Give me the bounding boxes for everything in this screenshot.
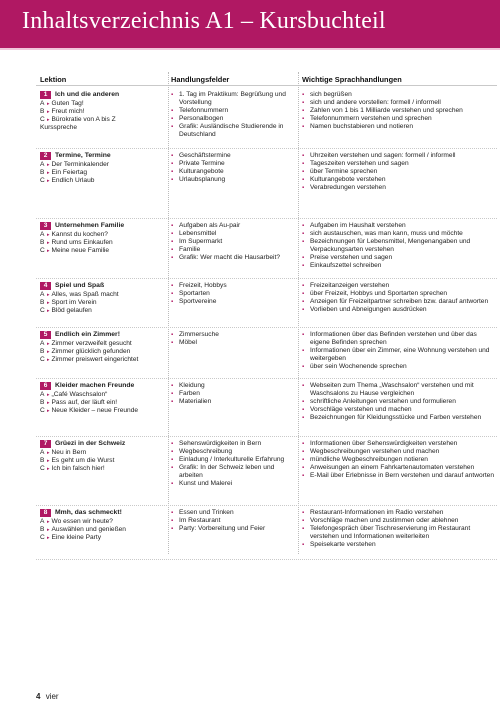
- subsection-letter: B: [40, 169, 45, 177]
- subsection-letter: A: [40, 340, 45, 348]
- subsection-title: Kursspreche: [40, 124, 78, 132]
- header-rule: [36, 85, 497, 86]
- lesson-subsection: [40, 526, 165, 534]
- sprachhandlung-item: ▪ Restaurant-Informationen im Radio verstehen: [302, 509, 494, 517]
- lesson-row: [36, 218, 497, 279]
- lesson-cell: [40, 222, 165, 255]
- subsection-letter: C: [40, 307, 45, 315]
- subsection-title: Kannst du kochen?: [51, 231, 108, 239]
- handlungsfeld-item: ▪ Geschäftstermine: [171, 152, 296, 160]
- subsection-letter: A: [40, 391, 45, 399]
- subsection-letter: A: [40, 449, 45, 457]
- subsection-marker-icon: ▸: [47, 308, 50, 315]
- lesson-subsection: [40, 356, 165, 364]
- lesson-title: Spiel und Spaß: [55, 282, 105, 289]
- handlungsfelder-cell: [171, 152, 296, 184]
- lesson-number-badge: 4: [40, 282, 51, 290]
- sprachhandlung-item: ▪ Telefongespräch über Tischreservierung im Restaurant verstehen und Informationen weiterleiten: [302, 525, 494, 541]
- sprachhandlung-item: ▪ Informationen über das Befinden verstehen und über das eigene Befinden sprechen: [302, 331, 494, 347]
- handlungsfeld-item: ▪ 1. Tag im Praktikum: Begrüßung und Vorstellung: [171, 91, 296, 107]
- subsection-title: Rund ums Einkaufen: [51, 239, 113, 247]
- header-banner: [0, 0, 500, 48]
- subsection-title: Wo essen wir heute?: [51, 518, 113, 526]
- lesson-row: [36, 378, 497, 437]
- handlungsfeld-item: ▪ Grafik: Ausländische Studierende in Deutschland: [171, 123, 296, 139]
- subsection-marker-icon: ▸: [47, 458, 50, 465]
- handlungsfeld-item: ▪ Party: Vorbereitung und Feier: [171, 525, 296, 533]
- subsection-letter: C: [40, 465, 45, 473]
- handlungsfeld-item: ▪ Urlaubsplanung: [171, 176, 296, 184]
- page-footer: [36, 692, 59, 701]
- lesson-subsection: [40, 100, 165, 108]
- lesson-title: Kleider machen Freunde: [55, 382, 135, 389]
- lesson-row: [36, 148, 497, 219]
- lesson-subsection: [40, 291, 165, 299]
- subsection-title: Zimmer glücklich gefunden: [51, 348, 131, 356]
- handlungsfeld-item: ▪ Zimmersuche: [171, 331, 296, 339]
- handlungsfelder-cell: [171, 440, 296, 489]
- handlungsfeld-item: ▪ Grafik: In der Schweiz leben und arbeiten: [171, 464, 296, 480]
- subsection-letter: C: [40, 116, 45, 124]
- lesson-number-badge: 5: [40, 331, 51, 339]
- lesson-cell: [40, 382, 165, 415]
- sprachhandlung-item: ▪ Namen buchstabieren und notieren: [302, 123, 494, 131]
- subsection-letter: A: [40, 518, 45, 526]
- page-number: 4: [36, 692, 41, 701]
- subsection-marker-icon: ▸: [47, 349, 50, 356]
- sprachhandlungen-list: [302, 282, 494, 314]
- handlungsfelder-cell: [171, 331, 296, 347]
- sprachhandlung-item: ▪ Vorschläge machen und zustimmen oder ablehnen: [302, 517, 494, 525]
- subsection-letter: B: [40, 399, 45, 407]
- subsection-marker-icon: ▸: [47, 101, 50, 108]
- sprachhandlungen-cell: [302, 91, 494, 131]
- subsection-title: Zimmer preiswert eingerichtet: [51, 356, 139, 364]
- sprachhandlungen-cell: [302, 382, 494, 422]
- handlungsfeld-item: ▪ Telefonnummern: [171, 107, 296, 115]
- sprachhandlung-item: ▪ über Freizeit, Hobbys und Sportarten sprechen: [302, 290, 494, 298]
- lesson-row: [36, 278, 497, 328]
- subsection-marker-icon: ▸: [47, 292, 50, 299]
- sprachhandlung-item: ▪ Aufgaben im Haushalt verstehen: [302, 222, 494, 230]
- handlungsfelder-cell: [171, 91, 296, 140]
- sprachhandlung-item: ▪ über sein Wochenende sprechen: [302, 363, 494, 371]
- lesson-subsection: [40, 169, 165, 177]
- column-header-sprachhandlungen: Wichtige Sprachhandlungen: [302, 75, 402, 84]
- lesson-subsection: [40, 399, 165, 407]
- sprachhandlung-item: ▪ Zahlen von 1 bis 1 Milliarde verstehen und sprechen: [302, 107, 494, 115]
- subsection-letter: C: [40, 247, 45, 255]
- lesson-heading: [40, 382, 165, 390]
- sprachhandlung-item: ▪ Vorschläge verstehen und machen: [302, 406, 494, 414]
- subsection-marker-icon: ▸: [47, 240, 50, 247]
- lesson-subsection: [40, 457, 165, 465]
- sprachhandlung-item: ▪ Telefonnummern verstehen und sprechen: [302, 115, 494, 123]
- lesson-number-badge: 3: [40, 222, 51, 230]
- handlungsfelder-list: [171, 152, 296, 184]
- handlungsfeld-item: ▪ Sportarten: [171, 290, 296, 298]
- subsection-letter: B: [40, 526, 45, 534]
- handlungsfelder-list: [171, 509, 296, 533]
- subsection-marker-icon: ▸: [47, 170, 50, 177]
- sprachhandlung-item: ▪ Preise verstehen und sagen: [302, 254, 494, 262]
- sprachhandlungen-list: [302, 152, 494, 192]
- sprachhandlung-item: ▪ mündliche Wegbeschreibungen notieren: [302, 456, 494, 464]
- lesson-cell: [40, 440, 165, 473]
- handlungsfeld-item: ▪ Im Supermarkt: [171, 238, 296, 246]
- lesson-subsection: [40, 307, 165, 315]
- lesson-cell: [40, 282, 165, 315]
- subsection-marker-icon: ▸: [47, 178, 50, 185]
- handlungsfelder-cell: [171, 509, 296, 533]
- lesson-subsection: [40, 177, 165, 185]
- sprachhandlung-item: ▪ über Termine sprechen: [302, 168, 494, 176]
- subsection-marker-icon: ▸: [47, 519, 50, 526]
- lesson-row: [36, 436, 497, 506]
- lesson-heading: [40, 282, 165, 290]
- handlungsfeld-item: ▪ Sportvereine: [171, 298, 296, 306]
- sprachhandlung-item: ▪ Tageszeiten verstehen und sagen: [302, 160, 494, 168]
- lesson-subsection: [40, 299, 165, 307]
- subsection-letter: B: [40, 457, 45, 465]
- subsection-letter: A: [40, 161, 45, 169]
- subsection-title: Auswählen und genießen: [51, 526, 126, 534]
- lesson-row: [36, 505, 497, 560]
- column-header-lektion: Lektion: [40, 75, 67, 84]
- subsection-letter: C: [40, 356, 45, 364]
- subsection-letter: B: [40, 348, 45, 356]
- sprachhandlungen-list: [302, 509, 494, 549]
- sprachhandlung-item: ▪ sich austauschen, was man kann, muss und möchte: [302, 230, 494, 238]
- lesson-number-badge: 8: [40, 509, 51, 517]
- handlungsfeld-item: ▪ Kulturangebote: [171, 168, 296, 176]
- handlungsfeld-item: ▪ Personalbogen: [171, 115, 296, 123]
- lesson-row: [36, 327, 497, 379]
- sprachhandlung-item: ▪ Bezeichnungen für Lebensmittel, Mengenangaben und Verpackungsarten verstehen: [302, 238, 494, 254]
- subsection-letter: A: [40, 231, 45, 239]
- handlungsfeld-item: ▪ Essen und Trinken: [171, 509, 296, 517]
- lesson-number-badge: 1: [40, 91, 51, 99]
- subsection-marker-icon: ▸: [47, 232, 50, 239]
- sprachhandlung-item: ▪ Webseiten zum Thema „Waschsalon“ verstehen und mit Waschsalons zu Hause vergleichen: [302, 382, 494, 398]
- handlungsfeld-item: ▪ Farben: [171, 390, 296, 398]
- handlungsfelder-cell: [171, 222, 296, 262]
- lesson-subsection: [40, 391, 165, 399]
- handlungsfeld-item: ▪ Lebensmittel: [171, 230, 296, 238]
- sprachhandlungen-cell: [302, 152, 494, 192]
- sprachhandlungen-list: [302, 440, 494, 480]
- lesson-number-badge: 2: [40, 152, 51, 160]
- subsection-title: Es geht um die Wurst: [51, 457, 115, 465]
- subsection-title: Freut mich!: [51, 108, 85, 116]
- handlungsfeld-item: ▪ Kunst und Malerei: [171, 480, 296, 488]
- subsection-marker-icon: ▸: [47, 248, 50, 255]
- handlungsfeld-item: ▪ Wegbeschreibung: [171, 448, 296, 456]
- sprachhandlung-item: ▪ Vorlieben und Abneigungen ausdrücken: [302, 306, 494, 314]
- sprachhandlung-item: ▪ sich begrüßen: [302, 91, 494, 99]
- subsection-title: Alles, was Spaß macht: [51, 291, 119, 299]
- subsection-letter: C: [40, 534, 45, 542]
- lesson-title: Grüezi in der Schweiz: [55, 440, 126, 447]
- subsection-letter: B: [40, 108, 45, 116]
- lesson-subsection: [40, 534, 165, 542]
- handlungsfelder-cell: [171, 282, 296, 306]
- handlungsfelder-cell: [171, 382, 296, 406]
- sprachhandlungen-list: [302, 91, 494, 131]
- lesson-title: Unternehmen Familie: [55, 222, 125, 229]
- lesson-number-badge: 7: [40, 440, 51, 448]
- sprachhandlungen-list: [302, 382, 494, 422]
- handlungsfeld-item: ▪ Möbel: [171, 339, 296, 347]
- sprachhandlungen-list: [302, 222, 494, 271]
- sprachhandlung-item: ▪ Informationen über ein Zimmer, eine Wohnung verstehen und weitergeben: [302, 347, 494, 363]
- lesson-subsection: [40, 116, 165, 124]
- handlungsfelder-list: [171, 331, 296, 347]
- subsection-title: Zimmer verzweifelt gesucht: [51, 340, 132, 348]
- lesson-title: Endlich ein Zimmer!: [55, 331, 120, 338]
- subsection-title: Ich bin falsch hier!: [51, 465, 105, 473]
- subsection-title: Endlich Urlaub: [51, 177, 95, 185]
- lesson-cell: [40, 331, 165, 364]
- page-title: Inhaltsverzeichnis A1 – Kursbuchteil: [22, 8, 386, 34]
- subsection-marker-icon: ▸: [47, 357, 50, 364]
- handlungsfelder-list: [171, 282, 296, 306]
- subsection-marker-icon: ▸: [47, 300, 50, 307]
- handlungsfeld-item: ▪ Grafik: Wer macht die Hausarbeit?: [171, 254, 296, 262]
- subsection-title: Neue Kleider – neue Freunde: [51, 407, 139, 415]
- sprachhandlungen-cell: [302, 509, 494, 549]
- handlungsfeld-item: ▪ Familie: [171, 246, 296, 254]
- lesson-row: [36, 87, 497, 149]
- subsection-title: Sport im Verein: [51, 299, 97, 307]
- column-header-handlungsfelder: Handlungsfelder: [171, 75, 230, 84]
- lesson-number-badge: 6: [40, 382, 51, 390]
- lesson-title: Termine, Termine: [55, 152, 111, 159]
- handlungsfeld-item: ▪ Private Termine: [171, 160, 296, 168]
- sprachhandlung-item: ▪ Speisekarte verstehen: [302, 541, 494, 549]
- lesson-subsection: [40, 161, 165, 169]
- handlungsfeld-item: ▪ Einladung / Interkulturelle Erfahrung: [171, 456, 296, 464]
- sprachhandlungen-cell: [302, 440, 494, 480]
- lesson-subsection: [40, 348, 165, 356]
- subsection-letter: B: [40, 239, 45, 247]
- subsection-title: Ein Feiertag: [51, 169, 88, 177]
- sprachhandlung-item: ▪ Wegbeschreibungen verstehen und machen: [302, 448, 494, 456]
- subsection-title: Der Terminkalender: [51, 161, 109, 169]
- subsection-title: Eine kleine Party: [51, 534, 101, 542]
- handlungsfeld-item: ▪ Aufgaben als Au-pair: [171, 222, 296, 230]
- lesson-heading: [40, 509, 165, 517]
- handlungsfelder-list: [171, 222, 296, 262]
- lesson-cell: [40, 152, 165, 185]
- subsection-marker-icon: ▸: [47, 527, 50, 534]
- subsection-letter: C: [40, 177, 45, 185]
- subsection-marker-icon: ▸: [47, 466, 50, 473]
- handlungsfelder-list: [171, 382, 296, 406]
- lesson-subsection: [40, 518, 165, 526]
- handlungsfeld-item: ▪ Im Restaurant: [171, 517, 296, 525]
- lesson-cell: [40, 91, 165, 132]
- lesson-heading: [40, 152, 165, 160]
- subsection-marker-icon: ▸: [47, 117, 50, 124]
- subsection-title: Meine neue Familie: [51, 247, 110, 255]
- sprachhandlung-item: ▪ Anweisungen an einem Fahrkartenautomaten verstehen: [302, 464, 494, 472]
- lesson-heading: [40, 331, 165, 339]
- subsection-title: Pass auf, der läuft ein!: [51, 399, 118, 407]
- lesson-subsection: [40, 449, 165, 457]
- lesson-title: Mmh, das schmeckt!: [55, 509, 122, 516]
- subsection-marker-icon: ▸: [47, 400, 50, 407]
- sprachhandlung-item: ▪ Informationen über Sehenswürdigkeiten verstehen: [302, 440, 494, 448]
- subsection-marker-icon: ▸: [47, 450, 50, 457]
- handlungsfelder-list: [171, 91, 296, 140]
- subsection-title: „Café Waschsalon“: [51, 391, 108, 399]
- lesson-heading: [40, 222, 165, 230]
- lesson-title: Ich und die anderen: [55, 91, 120, 98]
- sprachhandlung-item: ▪ Verabredungen verstehen: [302, 184, 494, 192]
- page-number-word: vier: [45, 692, 59, 701]
- sprachhandlung-item: ▪ Uhrzeiten verstehen und sagen: formell / informell: [302, 152, 494, 160]
- subsection-letter: C: [40, 407, 45, 415]
- sprachhandlungen-cell: [302, 331, 494, 371]
- lesson-cell: [40, 509, 165, 542]
- sprachhandlung-item: ▪ Kulturangebote verstehen: [302, 176, 494, 184]
- subsection-marker-icon: ▸: [47, 392, 50, 399]
- sprachhandlung-item: ▪ sich und andere vorstellen: formell / informell: [302, 99, 494, 107]
- subsection-title: Blöd gelaufen: [51, 307, 92, 315]
- handlungsfeld-item: ▪ Materialien: [171, 398, 296, 406]
- handlungsfeld-item: ▪ Sehenswürdigkeiten in Bern: [171, 440, 296, 448]
- lesson-heading: [40, 91, 165, 99]
- subsection-marker-icon: ▸: [47, 341, 50, 348]
- sprachhandlung-item: ▪ Anzeigen für Freizeitpartner schreiben bzw. darauf antworten: [302, 298, 494, 306]
- subsection-title: Neu in Bern: [51, 449, 87, 457]
- header-underline: [0, 48, 500, 50]
- handlungsfeld-item: ▪ Kleidung: [171, 382, 296, 390]
- sprachhandlung-item: ▪ schriftliche Anleitungen verstehen und formulieren: [302, 398, 494, 406]
- sprachhandlung-item: ▪ E-Mail über Erlebnisse in Bern verstehen und darauf antworten: [302, 472, 494, 480]
- subsection-letter: A: [40, 100, 45, 108]
- handlungsfelder-list: [171, 440, 296, 489]
- lesson-subsection: [40, 340, 165, 348]
- lesson-subsection: [40, 407, 165, 415]
- subsection-title: Bürokratie von A bis Z: [51, 116, 116, 124]
- lesson-subsection: [40, 108, 165, 116]
- subsection-marker-icon: ▸: [47, 408, 50, 415]
- subsection-letter: B: [40, 299, 45, 307]
- lesson-subsection: [40, 247, 165, 255]
- subsection-letter: A: [40, 291, 45, 299]
- sprachhandlungen-cell: [302, 222, 494, 271]
- handlungsfeld-item: ▪ Freizeit, Hobbys: [171, 282, 296, 290]
- subsection-title: Guten Tag!: [51, 100, 84, 108]
- subsection-marker-icon: ▸: [47, 109, 50, 116]
- lesson-subsection: [40, 124, 165, 132]
- sprachhandlung-item: ▪ Bezeichnungen für Kleidungsstücke und Farben verstehen: [302, 414, 494, 422]
- sprachhandlung-item: ▪ Freizeitanzeigen verstehen: [302, 282, 494, 290]
- lesson-subsection: [40, 465, 165, 473]
- lesson-subsection: [40, 239, 165, 247]
- lesson-heading: [40, 440, 165, 448]
- sprachhandlungen-cell: [302, 282, 494, 314]
- sprachhandlungen-list: [302, 331, 494, 371]
- lesson-subsection: [40, 231, 165, 239]
- subsection-marker-icon: ▸: [47, 162, 50, 169]
- subsection-marker-icon: ▸: [47, 535, 50, 542]
- sprachhandlung-item: ▪ Einkaufszettel schreiben: [302, 262, 494, 270]
